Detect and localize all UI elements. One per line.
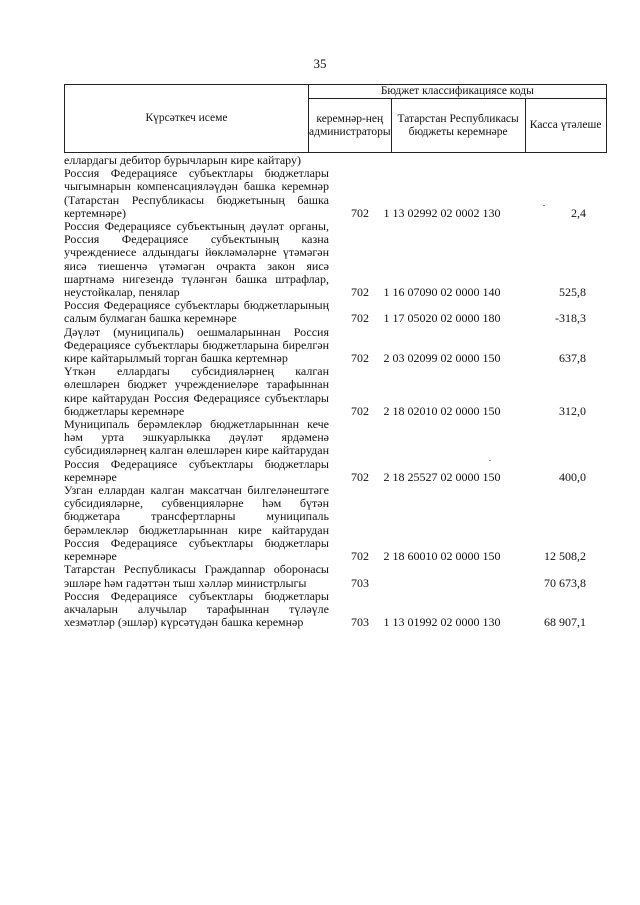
row-administrator: 702 [351, 205, 369, 220]
row-revenue-code: 1 13 02992 02 0002 130 [383, 205, 501, 220]
header-revenue-code-column: Татарстан Республикасы бюджеты керемнәре [391, 99, 525, 153]
row-revenue-code: 1 16 07090 02 0000 140 [383, 285, 501, 300]
table-row [64, 484, 584, 563]
row-amount: 637,8 [559, 351, 586, 366]
row-revenue-code: 2 18 25527 02 0000 150 [383, 469, 501, 484]
row-revenue-code: 1 17 05020 02 0000 180 [383, 311, 501, 326]
table-row [64, 590, 584, 630]
row-amount: 400,0 [559, 469, 586, 484]
scan-speck [543, 205, 545, 206]
row-administrator: 702 [351, 285, 369, 300]
row-description: Россия Федерациясе субъектлары бюджетлары акчаларын алучылар тарафыннан түләүле хезмәтләр (эшләр) күрсәтүдән башка керемнәр [64, 588, 329, 630]
row-revenue-code: 2 03 02099 02 0000 150 [383, 351, 501, 366]
table-row [64, 220, 584, 299]
row-administrator: 702 [351, 403, 369, 418]
row-administrator: 703 [351, 615, 369, 630]
header-name-column: Күрсәткеч исеме [65, 85, 309, 153]
table-row [64, 563, 584, 589]
row-revenue-code: 2 18 02010 02 0000 150 [383, 403, 501, 418]
row-description: Россия Федерациясе субъектлары бюджетлары чыгымнарын компенсацияләүдән башка керемнәр (Татарстан Республикасы бюджетының башка кертемнәре) [64, 166, 329, 220]
row-description: Дәүләт (муниципаль) оешмаларыннан Россия Федерациясе субъектлары бюджетларына бирелгән кире кайтарылмый торган башка кертемнәр [64, 324, 329, 366]
row-revenue-code: 1 13 01992 02 0000 130 [383, 615, 501, 630]
row-administrator: 702 [351, 351, 369, 366]
header-budget-classification: Бюджет классификациясе коды [309, 85, 607, 99]
row-description: еллардагы дебитор бурычларын кире кайтару) [64, 153, 302, 167]
row-administrator: 702 [351, 311, 369, 326]
scan-speck [489, 460, 491, 461]
row-administrator: 702 [351, 469, 369, 484]
row-description: Татарстан Республикасы Граждannар оборонасы эшләре һәм гадәттән тыш хәлләр министрлыгы [64, 562, 329, 590]
header-administrator-column: керемнәр-нең администраторы [309, 99, 392, 153]
table-header [64, 84, 607, 153]
table-row [64, 326, 584, 366]
row-amount: 312,0 [559, 403, 586, 418]
row-amount: 70 673,8 [544, 575, 586, 590]
table-row [64, 365, 584, 418]
row-revenue-code: 2 18 60010 02 0000 150 [383, 549, 501, 564]
row-amount: 2,4 [571, 205, 586, 220]
row-description: Узган еллардан калган максатчан билгеләнештәге субсидияләрне, субвенцияләрне һәм бүтән бюджетара трансфертларны муниципаль берәмлекләр бюджетларыннан кире кайтарудан Россия Федерациясе субъектлары бюджетлары керемнәре [64, 483, 329, 564]
revenue-rows [64, 154, 584, 629]
row-amount: -318,3 [555, 311, 586, 326]
page-number: 35 [313, 56, 327, 71]
table-row [64, 167, 584, 220]
header-cash-execution-column: Касса үтәлеше [525, 99, 606, 153]
row-amount: 68 907,1 [544, 615, 586, 630]
table-row [64, 418, 584, 484]
row-description: Үткән еллардагы субсидияләрнең калган өлешләрен бюджет учреждениеләре тарафыннан кире кайтарудан Россия Федерациясе субъектлары бюджетлары керемнәре [64, 364, 329, 418]
row-description: Россия Федерациясе субъектының дәүләт органы, Россия Федерациясе субъектының казна учреждениесе алдындагы йөкләмәләрне үтәмәгән яисә тиешенчә үтәмәгән очракта закон яисә шартнамә нигезендә түләнгән башка штрафлар, неустойкалар, пенялар [64, 219, 329, 300]
row-amount: 12 508,2 [544, 549, 586, 564]
row-administrator: 702 [351, 549, 369, 564]
row-description: Россия Федерациясе субъектлары бюджетларының салым булмаган башка керемнәре [64, 298, 329, 326]
row-amount: 525,8 [559, 285, 586, 300]
row-administrator: 703 [351, 575, 369, 590]
row-description: Муниципаль берәмлекләр бюджетларыннан кече һәм урта эшкуарлыкка дәүләт ярдәменә субсидияләрнең калган өлешләрен кире кайтарудан Россия Федерациясе субъектлары бюджетлары керемнәре [64, 417, 329, 484]
table-row [64, 299, 584, 325]
